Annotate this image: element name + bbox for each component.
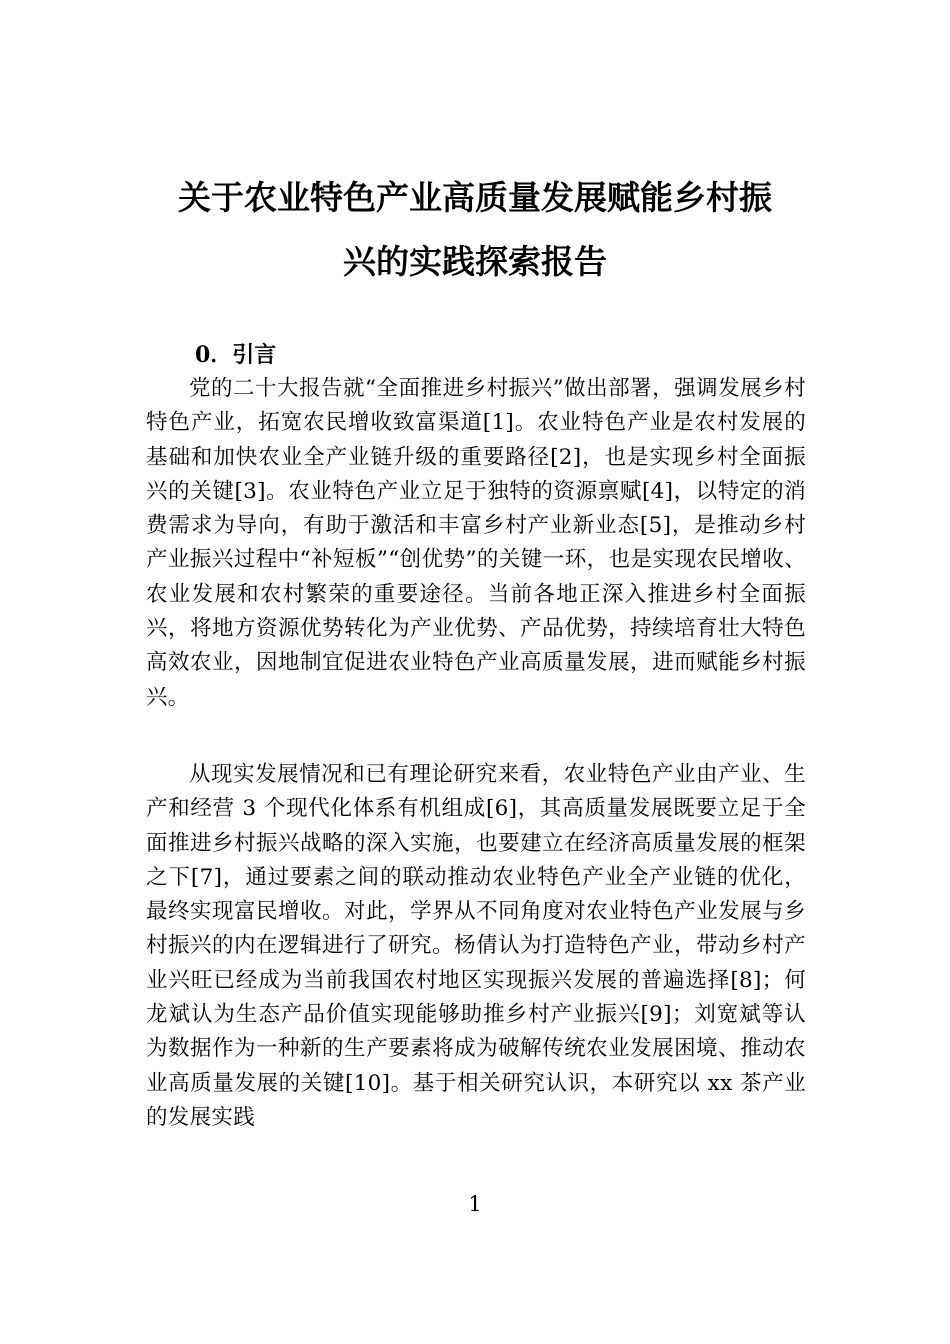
page-number: 1 [468, 1192, 482, 1216]
body-paragraph-1: 党的二十大报告就“全面推进乡村振兴”做出部署，强调发展乡村特色产业，拓宽农民增收致富渠道[1]。农业特色产业是农村发展的基础和加快农业全产业链升级的重要路径[2]，也是实现乡村全面振兴的关键[3]。农业特色产业立足于独特的资源禀赋[4]，以特定的消费需求为导向，有助于激活和丰富乡村产业新业态[5]，是推动乡村产业振兴过程中“补短板”“创优势”的关键一环，也是实现农民增收、农业发展和农村繁荣的重要途径。当前各地正深入推进乡村全面振兴，将地方资源优势转化为产业优势、产品优势，持续培育壮大特色高效农业，因地制宜促进农业特色产业高质量发展，进而赋能乡村振兴。 [146, 376, 806, 710]
body-paragraph-2: 从现实发展情况和已有理论研究来看，农业特色产业由产业、生产和经营 3 个现代化体系有机组成[6]，其高质量发展既要立足于全面推进乡村振兴战略的深入实施，也要建立在经济高质量发展的框架之下[7]，通过要素之间的联动推动农业特色产业全产业链的优化，最终实现富民增收。对此，学界从不同角度对农业特色产业发展与乡村振兴的内在逻辑进行了研究。杨倩认为打造特色产业，带动乡村产业兴旺已经成为当前我国农村地区实现振兴发展的普遍选择[8]；何龙斌认为生态产品价值实现能够助推乡村产业振兴[9]；刘宽斌等认为数据作为一种新的生产要素将成为破解传统农业发展困境、推动农业高质量发展的关键[10]。基于相关研究认识，本研究以 xx 茶产业的发展实践 [146, 762, 806, 1130]
section-heading-introduction: 0．引言 [195, 342, 277, 368]
document-title-line-1: 关于农业特色产业高质量发展赋能乡村振 [178, 178, 772, 217]
document-title-line-2: 兴的实践探索报告 [343, 242, 607, 281]
